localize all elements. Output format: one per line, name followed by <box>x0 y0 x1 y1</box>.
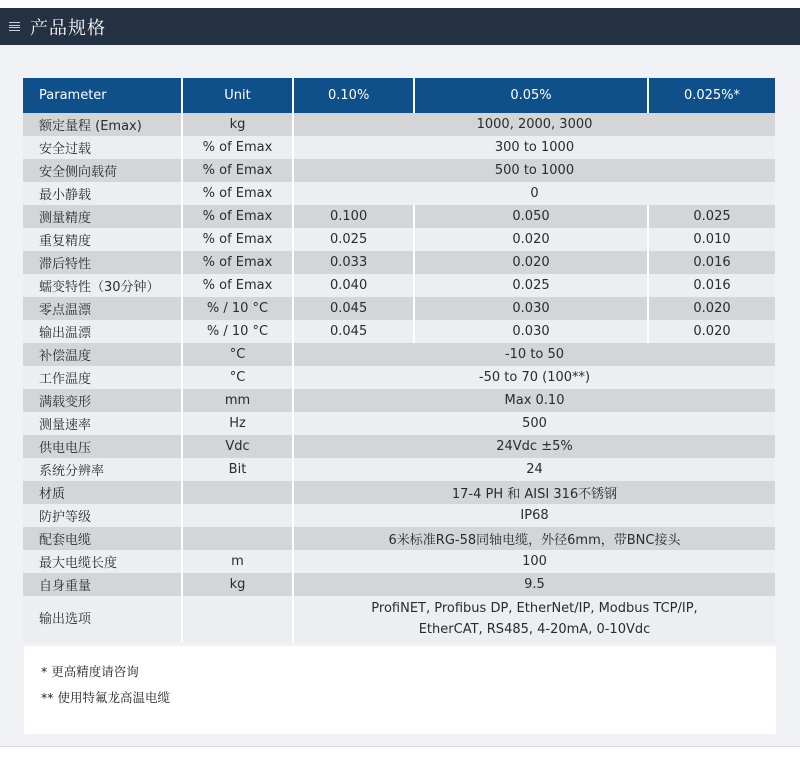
table-row <box>23 366 775 389</box>
value-cell-0025: 0.016 <box>649 274 775 297</box>
value-cell-0025: 0.010 <box>649 228 775 251</box>
table-row <box>23 504 775 527</box>
column-header-accuracy-005: 0.05% <box>415 78 649 113</box>
value-cell-merged: 500 to 1000 <box>294 159 775 182</box>
table-row <box>23 458 775 481</box>
table-row <box>23 481 775 504</box>
parameter-cell: 安全侧向载荷 <box>23 159 183 182</box>
unit-cell <box>183 527 294 550</box>
value-cell-005: 0.030 <box>415 297 649 320</box>
unit-cell: % of Emax <box>183 251 294 274</box>
unit-cell <box>183 596 294 642</box>
table-row <box>23 228 775 251</box>
value-line: EtherCAT, RS485, 4-20mA, 0-10Vdc <box>418 622 651 637</box>
unit-cell: mm <box>183 389 294 412</box>
value-cell-010: 0.045 <box>294 297 415 320</box>
parameter-cell: 测量精度 <box>23 205 183 228</box>
table-row <box>23 527 775 550</box>
table-row <box>23 251 775 274</box>
parameter-cell: 测量速率 <box>23 412 183 435</box>
unit-cell: kg <box>183 113 294 136</box>
table-row <box>23 550 775 573</box>
value-cell-merged: -10 to 50 <box>294 343 775 366</box>
parameter-cell: 工作温度 <box>23 366 183 389</box>
unit-cell: % of Emax <box>183 182 294 205</box>
value-cell-merged: -50 to 70 (100**) <box>294 366 775 389</box>
unit-cell: % of Emax <box>183 136 294 159</box>
table-row <box>23 596 775 642</box>
table-row <box>23 136 775 159</box>
section-header <box>0 8 800 45</box>
table-row <box>23 573 775 596</box>
parameter-cell: 补偿温度 <box>23 343 183 366</box>
footnotes <box>24 646 776 734</box>
value-cell-005: 0.025 <box>415 274 649 297</box>
table-header-row <box>23 78 775 113</box>
value-cell-010: 0.033 <box>294 251 415 274</box>
unit-cell: Bit <box>183 458 294 481</box>
value-cell-merged: 0 <box>294 182 775 205</box>
parameter-cell: 配套电缆 <box>23 527 183 550</box>
unit-cell <box>183 481 294 504</box>
unit-cell: Vdc <box>183 435 294 458</box>
value-cell-0025: 0.020 <box>649 320 775 343</box>
unit-cell: m <box>183 550 294 573</box>
unit-cell: kg <box>183 573 294 596</box>
value-cell-merged: Max 0.10 <box>294 389 775 412</box>
section-title: 产品规格 <box>30 17 106 39</box>
column-header-unit: Unit <box>183 78 294 113</box>
unit-cell: °C <box>183 366 294 389</box>
value-cell-005: 0.020 <box>415 251 649 274</box>
value-cell-merged: 100 <box>294 550 775 573</box>
parameter-cell: 满载变形 <box>23 389 183 412</box>
unit-cell: % of Emax <box>183 274 294 297</box>
value-cell-merged <box>294 596 775 642</box>
value-cell-merged: 24Vdc ±5% <box>294 435 775 458</box>
value-cell-0025: 0.016 <box>649 251 775 274</box>
parameter-cell: 材质 <box>23 481 183 504</box>
parameter-cell: 滞后特性 <box>23 251 183 274</box>
value-cell-merged: 17-4 PH 和 AISI 316不锈钢 <box>294 481 775 504</box>
value-cell-005: 0.050 <box>415 205 649 228</box>
parameter-cell: 蠕变特性（30分钟） <box>23 274 183 297</box>
table-row <box>23 182 775 205</box>
value-cell-merged: 1000, 2000, 3000 <box>294 113 775 136</box>
value-cell-005: 0.030 <box>415 320 649 343</box>
unit-cell: % of Emax <box>183 159 294 182</box>
menu-icon <box>9 22 20 31</box>
value-cell-merged: 6米标准RG-58同轴电缆，外径6mm，带BNC接头 <box>294 527 775 550</box>
parameter-cell: 最小静载 <box>23 182 183 205</box>
parameter-cell: 安全过载 <box>23 136 183 159</box>
table-row <box>23 435 775 458</box>
value-cell-010: 0.025 <box>294 228 415 251</box>
value-cell-merged: 9.5 <box>294 573 775 596</box>
value-line: ProfiNET, Profibus DP, EtherNet/IP, Modbus TCP/IP, <box>371 601 698 616</box>
footnote-1: * 更高精度请咨询 <box>41 664 139 679</box>
table-row <box>23 205 775 228</box>
unit-cell: °C <box>183 343 294 366</box>
parameter-cell: 输出选项 <box>23 596 183 642</box>
value-cell-010: 0.040 <box>294 274 415 297</box>
table-body <box>23 113 775 642</box>
value-cell-merged: 24 <box>294 458 775 481</box>
parameter-cell: 零点温漂 <box>23 297 183 320</box>
table-row <box>23 274 775 297</box>
unit-cell: Hz <box>183 412 294 435</box>
table-row <box>23 343 775 366</box>
parameter-cell: 额定量程 (Emax) <box>23 113 183 136</box>
footnote-2: ** 使用特氟龙高温电缆 <box>41 690 170 705</box>
value-cell-010: 0.100 <box>294 205 415 228</box>
table-row <box>23 320 775 343</box>
column-header-accuracy-010: 0.10% <box>294 78 415 113</box>
column-header-accuracy-0025: 0.025%* <box>649 78 775 113</box>
value-cell-0025: 0.020 <box>649 297 775 320</box>
table-row <box>23 412 775 435</box>
table-row <box>23 159 775 182</box>
value-cell-005: 0.020 <box>415 228 649 251</box>
unit-cell: % / 10 °C <box>183 320 294 343</box>
parameter-cell: 重复精度 <box>23 228 183 251</box>
table-row <box>23 297 775 320</box>
unit-cell: % of Emax <box>183 228 294 251</box>
parameter-cell: 自身重量 <box>23 573 183 596</box>
value-cell-merged: IP68 <box>294 504 775 527</box>
table-row <box>23 389 775 412</box>
parameter-cell: 输出温漂 <box>23 320 183 343</box>
value-cell-010: 0.045 <box>294 320 415 343</box>
unit-cell <box>183 504 294 527</box>
spec-table <box>23 78 775 642</box>
value-cell-merged: 300 to 1000 <box>294 136 775 159</box>
value-cell-merged: 500 <box>294 412 775 435</box>
parameter-cell: 供电电压 <box>23 435 183 458</box>
parameter-cell: 最大电缆长度 <box>23 550 183 573</box>
column-header-parameter: Parameter <box>23 78 183 113</box>
unit-cell: % / 10 °C <box>183 297 294 320</box>
unit-cell: % of Emax <box>183 205 294 228</box>
parameter-cell: 防护等级 <box>23 504 183 527</box>
table-row <box>23 113 775 136</box>
value-cell-0025: 0.025 <box>649 205 775 228</box>
parameter-cell: 系统分辨率 <box>23 458 183 481</box>
